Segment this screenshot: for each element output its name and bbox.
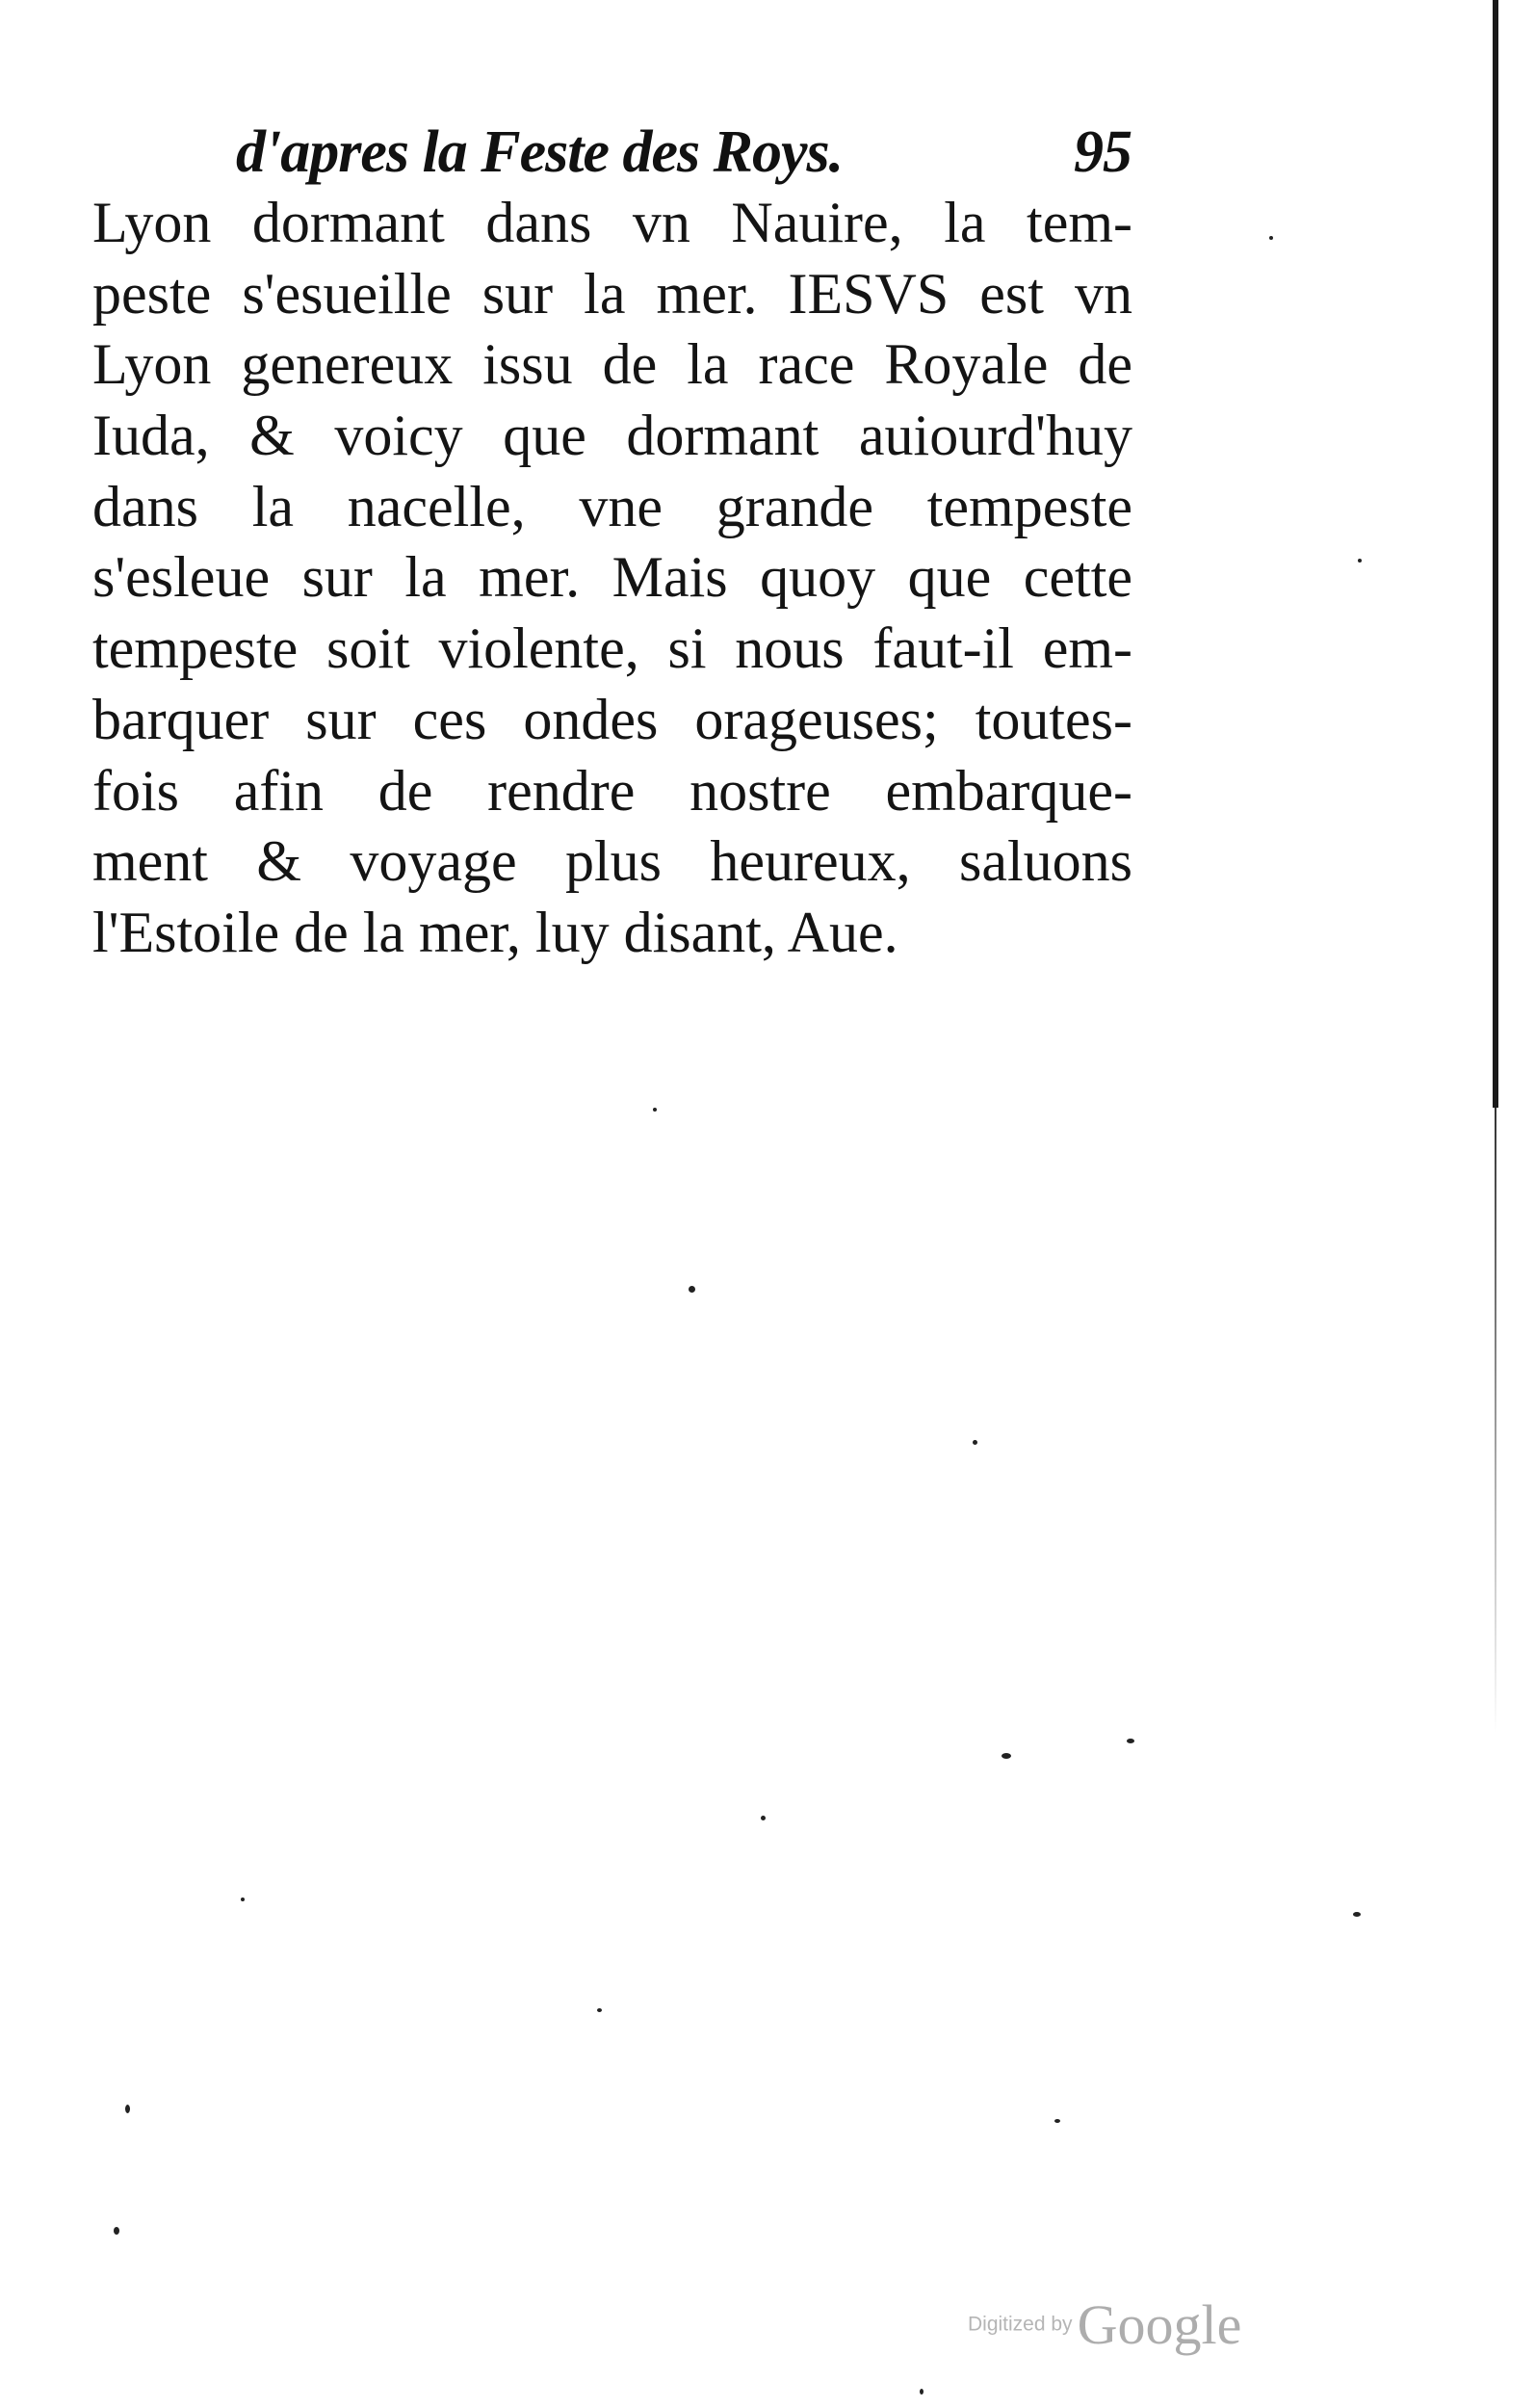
text-line: barquer sur ces ondes orageuses; toutes- — [92, 687, 1132, 751]
speck — [653, 1108, 657, 1112]
text-line: Lyon genereux issu de la race Royale de — [92, 332, 1132, 397]
speck — [973, 1440, 977, 1445]
page-number: 95 — [1074, 119, 1132, 185]
speck — [1054, 2119, 1060, 2123]
text-line: ment & voyage plus heureux, saluons — [92, 829, 1132, 894]
speck — [1358, 559, 1362, 563]
speck — [114, 2227, 119, 2235]
text-line: peste s'esueille sur la mer. IESVS est vn — [92, 261, 1132, 326]
speck — [125, 2105, 130, 2113]
speck — [689, 1286, 695, 1293]
body-text — [92, 188, 1132, 969]
page-edge-shadow — [1493, 0, 1498, 1108]
speck — [597, 2008, 602, 2012]
google-logo: Google — [1077, 2293, 1242, 2356]
speck — [920, 2389, 924, 2395]
text-line: Iuda, & voicy que dormant auiourd'huy — [92, 404, 1132, 468]
speck — [761, 1816, 766, 1820]
speck — [241, 1898, 245, 1901]
running-head — [236, 114, 1132, 191]
speck — [1269, 236, 1273, 240]
watermark-prefix: Digitized by — [968, 2313, 1073, 2336]
text-line: Lyon dormant dans vn Nauire, la tem- — [92, 191, 1132, 254]
text-line: dans la nacelle, vne grande tempeste — [92, 474, 1132, 538]
digitized-watermark — [968, 2292, 1286, 2369]
speck — [1002, 1753, 1011, 1759]
text-line: l'Estoile de la mer, luy disant, Aue. — [92, 900, 898, 964]
text-line: tempeste soit violente, si nous faut-il em- — [92, 616, 1132, 681]
page-edge-fade — [1495, 1108, 1496, 1734]
text-line: fois afin de rendre nostre embarque- — [92, 758, 1132, 823]
running-head-title: d'apres la Feste des Roys. — [236, 119, 844, 185]
speck — [1353, 1912, 1361, 1917]
text-line: s'esleue sur la mer. Mais quoy que cette — [92, 545, 1132, 610]
speck — [1127, 1739, 1134, 1743]
